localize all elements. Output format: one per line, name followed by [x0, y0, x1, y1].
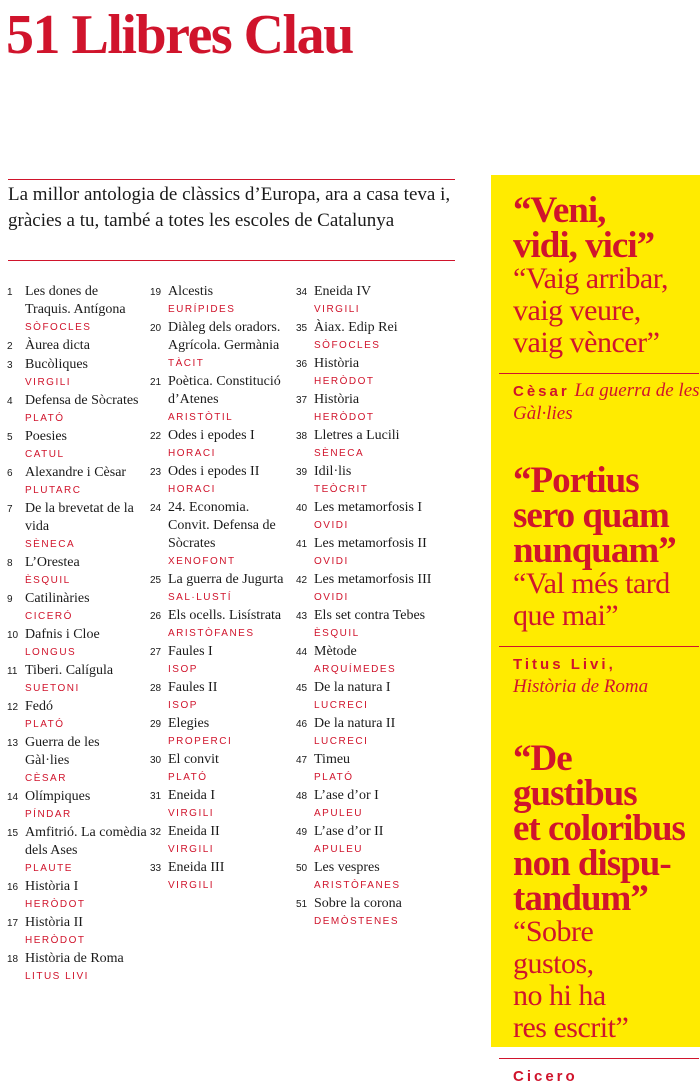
quote-divider	[499, 646, 699, 647]
book-author: ARISTÒFANES	[314, 880, 401, 891]
quote-attribution	[513, 380, 700, 425]
book-item	[150, 787, 290, 823]
book-item	[296, 499, 456, 535]
book-author: ARQUÍMEDES	[314, 664, 397, 675]
book-item	[150, 283, 290, 319]
book-title: Odes i epodes II	[168, 464, 260, 479]
book-number: 38	[296, 431, 308, 442]
book-list-column-2	[150, 283, 290, 895]
book-number: 27	[150, 647, 162, 658]
book-author: ARISTÒTIL	[168, 412, 234, 423]
book-title: Els ocells. Lisístrata	[168, 608, 282, 623]
book-title: Les vespres	[314, 860, 380, 875]
book-number: 14	[7, 792, 19, 803]
book-title: 24. Economia. Convit. Defensa de Sòcrates	[168, 500, 276, 551]
book-number: 6	[7, 468, 13, 479]
intro-top-rule	[8, 179, 455, 180]
book-title: Història de Roma	[25, 951, 124, 966]
book-number: 45	[296, 683, 308, 694]
book-item	[150, 823, 290, 859]
book-item	[7, 914, 147, 950]
book-title: Diàleg dels oradors. Agrícola. Germània	[168, 320, 281, 353]
book-author: PROPERCI	[168, 736, 233, 747]
book-number: 32	[150, 827, 162, 838]
quote-attribution	[513, 653, 700, 698]
book-author: CATUL	[25, 449, 65, 460]
book-author: PLUTARC	[25, 485, 82, 496]
book-number: 11	[7, 666, 18, 677]
book-author: CÈSAR	[25, 773, 67, 784]
book-title: Faules I	[168, 644, 213, 659]
book-item	[296, 463, 456, 499]
book-author: HERÒDOT	[25, 899, 86, 910]
book-number: 25	[150, 575, 162, 586]
book-item	[7, 590, 147, 626]
book-item	[150, 463, 290, 499]
book-title: Dafnis i Cloe	[25, 627, 100, 642]
book-number: 20	[150, 323, 162, 334]
book-item	[150, 571, 290, 607]
book-item	[150, 859, 290, 895]
book-item	[296, 571, 456, 607]
book-number: 36	[296, 359, 308, 370]
book-number: 7	[7, 504, 13, 515]
book-author: VIRGILI	[314, 304, 361, 315]
book-item	[150, 607, 290, 643]
book-title: Olímpiques	[25, 789, 91, 804]
book-author: TEÒCRIT	[314, 484, 369, 495]
book-author: VIRGILI	[25, 377, 72, 388]
quote-block	[491, 460, 700, 698]
book-title: Defensa de Sòcrates	[25, 393, 139, 408]
quote-divider	[499, 1058, 699, 1059]
book-author: ISOP	[168, 700, 198, 711]
book-author: PLATÓ	[314, 772, 354, 783]
book-item	[7, 500, 147, 554]
book-item	[296, 391, 456, 427]
book-number: 17	[7, 918, 19, 929]
book-number: 5	[7, 432, 13, 443]
intro-bottom-rule	[8, 260, 455, 261]
book-number: 34	[296, 287, 308, 298]
book-number: 47	[296, 755, 308, 766]
book-number: 33	[150, 863, 162, 874]
book-number: 29	[150, 719, 162, 730]
book-item	[7, 392, 147, 428]
book-item	[296, 823, 456, 859]
book-title: Faules II	[168, 680, 218, 695]
book-author: LONGUS	[25, 647, 77, 658]
book-number: 15	[7, 828, 19, 839]
book-number: 18	[7, 954, 19, 965]
book-author: ISOP	[168, 664, 198, 675]
book-author: OVIDI	[314, 556, 349, 567]
book-item	[150, 373, 290, 427]
quote-author: Cicero	[513, 1068, 578, 1085]
book-item	[7, 464, 147, 500]
book-author: LITUS LIVI	[25, 971, 89, 982]
book-author: PLAUTE	[25, 863, 73, 874]
book-title: Fedó	[25, 699, 53, 714]
book-title: Sobre la corona	[314, 896, 402, 911]
book-number: 28	[150, 683, 162, 694]
book-item	[296, 283, 456, 319]
quote-author: Titus Livi,	[513, 656, 616, 673]
book-author: PLATÓ	[25, 719, 65, 730]
book-item	[296, 427, 456, 463]
book-title: Odes i epodes I	[168, 428, 255, 443]
book-number: 48	[296, 791, 308, 802]
book-number: 43	[296, 611, 308, 622]
book-item	[296, 535, 456, 571]
book-title: De la natura I	[314, 680, 391, 695]
book-number: 46	[296, 719, 308, 730]
page-title: 51 Llibres Clau	[6, 4, 353, 66]
book-author: ÈSQUIL	[314, 628, 360, 639]
book-number: 4	[7, 396, 13, 407]
book-item	[296, 355, 456, 391]
book-item	[296, 679, 456, 715]
quote-latin: “De gustibus et coloribus non dispu- tandum”	[513, 738, 685, 919]
book-item	[7, 878, 147, 914]
book-author: APULEU	[314, 808, 364, 819]
book-number: 35	[296, 323, 308, 334]
book-title: Àurea dicta	[25, 338, 90, 353]
book-item	[150, 679, 290, 715]
book-item	[7, 626, 147, 662]
book-author: SÒFOCLES	[25, 322, 92, 333]
book-number: 16	[7, 882, 19, 893]
book-item	[150, 427, 290, 463]
book-item	[7, 698, 147, 734]
book-number: 9	[7, 594, 13, 605]
book-author: TÀCIT	[168, 358, 205, 369]
book-title: Les metamorfosis I	[314, 500, 423, 515]
book-title: Els set contra Tebes	[314, 608, 426, 623]
book-author: DEMÒSTENES	[314, 916, 400, 927]
book-title: Història	[314, 356, 360, 371]
book-title: De la brevetat de la vida	[25, 501, 134, 534]
book-title: L’Orestea	[25, 555, 80, 570]
book-number: 44	[296, 647, 308, 658]
book-author: VIRGILI	[168, 808, 215, 819]
book-item	[150, 319, 290, 373]
book-author: CICERÓ	[25, 611, 73, 622]
book-title: El convit	[168, 752, 219, 767]
book-author: LUCRECI	[314, 700, 369, 711]
book-title: De la natura II	[314, 716, 396, 731]
book-author: LUCRECI	[314, 736, 369, 747]
book-item	[7, 428, 147, 464]
book-number: 10	[7, 630, 19, 641]
book-item	[7, 337, 147, 356]
book-item	[296, 895, 456, 931]
book-author: SÈNECA	[25, 539, 76, 550]
book-item	[296, 643, 456, 679]
book-number: 19	[150, 287, 162, 298]
book-item	[7, 824, 147, 878]
book-title: Eneida I	[168, 788, 216, 803]
book-title: Alcestis	[168, 284, 214, 299]
book-title: Lletres a Lucili	[314, 428, 400, 443]
book-author: VIRGILI	[168, 880, 215, 891]
book-title: Bucòliques	[25, 357, 88, 372]
quote-latin: “Portius sero quam nunquam”	[513, 460, 676, 571]
book-number: 8	[7, 558, 13, 569]
book-item	[296, 787, 456, 823]
book-title: Història I	[25, 879, 79, 894]
book-number: 21	[150, 377, 162, 388]
book-author: HERÒDOT	[314, 412, 375, 423]
book-number: 26	[150, 611, 162, 622]
book-author: OVIDI	[314, 520, 349, 531]
book-item	[7, 554, 147, 590]
quote-latin: “Veni, vidi, vici”	[513, 190, 655, 266]
book-item	[296, 859, 456, 895]
book-author: VIRGILI	[168, 844, 215, 855]
book-item	[296, 715, 456, 751]
book-number: 39	[296, 467, 308, 478]
book-title: Tiberi. Calígula	[25, 663, 114, 678]
quote-block	[491, 738, 700, 1088]
book-number: 50	[296, 863, 308, 874]
book-item	[7, 788, 147, 824]
book-title: Idil·lis	[314, 464, 352, 479]
book-title: Amfitrió. La comèdia dels Ases	[25, 825, 147, 858]
book-item	[7, 950, 147, 986]
book-title: Les metamorfosis III	[314, 572, 432, 587]
book-number: 12	[7, 702, 19, 713]
book-author: HORACI	[168, 448, 216, 459]
quotes-sidebar	[491, 175, 700, 1085]
book-item	[150, 499, 290, 571]
book-title: Eneida III	[168, 860, 225, 875]
book-number: 30	[150, 755, 162, 766]
book-author: SÈNECA	[314, 448, 365, 459]
book-title: Poesies	[25, 429, 67, 444]
book-number: 23	[150, 467, 162, 478]
quote-block	[491, 190, 700, 425]
book-item	[296, 751, 456, 787]
book-item	[7, 734, 147, 788]
book-list-column-3	[296, 283, 456, 931]
book-author: ARISTÒFANES	[168, 628, 255, 639]
book-list-column-1	[7, 283, 147, 986]
book-number: 13	[7, 738, 19, 749]
book-author: HERÒDOT	[25, 935, 86, 946]
quote-translation: “Val més tard que mai”	[513, 567, 670, 632]
book-item	[150, 715, 290, 751]
book-title: Alexandre i Cèsar	[25, 465, 127, 480]
book-title: Poètica. Constitució d’Atenes	[168, 374, 281, 407]
book-number: 1	[7, 287, 13, 298]
quote-translation: “Sobre gustos, no hi ha res escrit”	[513, 915, 629, 1044]
book-author: SÒFOCLES	[314, 340, 381, 351]
book-title: Catilinàries	[25, 591, 90, 606]
book-author: PLATÓ	[25, 413, 65, 424]
book-number: 3	[7, 360, 13, 371]
book-title: Mètode	[314, 644, 357, 659]
book-title: Eneida IV	[314, 284, 372, 299]
book-author: PLATÓ	[168, 772, 208, 783]
book-item	[7, 356, 147, 392]
book-item	[150, 751, 290, 787]
book-number: 40	[296, 503, 308, 514]
book-number: 2	[7, 341, 13, 352]
book-title: L’ase d’or II	[314, 824, 384, 839]
quote-divider	[499, 373, 699, 374]
book-title: La guerra de Jugurta	[168, 572, 284, 587]
book-title: Les metamorfosis II	[314, 536, 427, 551]
quote-translation: “Vaig arribar, vaig veure, vaig vèncer”	[513, 262, 669, 359]
book-title: Elegies	[168, 716, 210, 731]
book-number: 51	[296, 899, 308, 910]
book-item	[7, 283, 147, 337]
book-number: 24	[150, 503, 162, 514]
book-author: ÈSQUIL	[25, 575, 71, 586]
book-title: Eneida II	[168, 824, 220, 839]
quote-attribution	[513, 1065, 700, 1088]
book-author: SUETONI	[25, 683, 80, 694]
book-author: HERÒDOT	[314, 376, 375, 387]
book-author: XENOFONT	[168, 556, 236, 567]
book-number: 37	[296, 395, 308, 406]
book-author: HORACI	[168, 484, 216, 495]
quote-work: La guerra de les Gàl·lies	[513, 380, 700, 424]
book-author: PÍNDAR	[25, 809, 72, 820]
book-author: EURÍPIDES	[168, 304, 236, 315]
intro-text: La millor antologia de clàssics d’Europa, ara a casa teva i, gràcies a tu, també a totes les escoles de Catalunya	[8, 184, 451, 231]
book-number: 31	[150, 791, 162, 802]
book-title: Àiax. Edip Rei	[314, 320, 398, 335]
book-number: 22	[150, 431, 162, 442]
book-title: Història	[314, 392, 360, 407]
quote-author: Cèsar	[513, 383, 570, 400]
book-item	[150, 643, 290, 679]
book-number: 42	[296, 575, 308, 586]
book-item	[296, 319, 456, 355]
book-author: APULEU	[314, 844, 364, 855]
book-title: Les dones de Traquis. Antígona	[25, 284, 126, 317]
book-title: Timeu	[314, 752, 351, 767]
book-title: Guerra de les Gàl·lies	[25, 735, 100, 768]
book-author: SAL·LUSTÍ	[168, 592, 233, 603]
quote-work: Història de Roma	[513, 676, 649, 697]
book-number: 49	[296, 827, 308, 838]
book-title: L’ase d’or I	[314, 788, 379, 803]
book-title: Història II	[25, 915, 83, 930]
book-item	[296, 607, 456, 643]
book-number: 41	[296, 539, 308, 550]
book-author: OVIDI	[314, 592, 349, 603]
book-item	[7, 662, 147, 698]
